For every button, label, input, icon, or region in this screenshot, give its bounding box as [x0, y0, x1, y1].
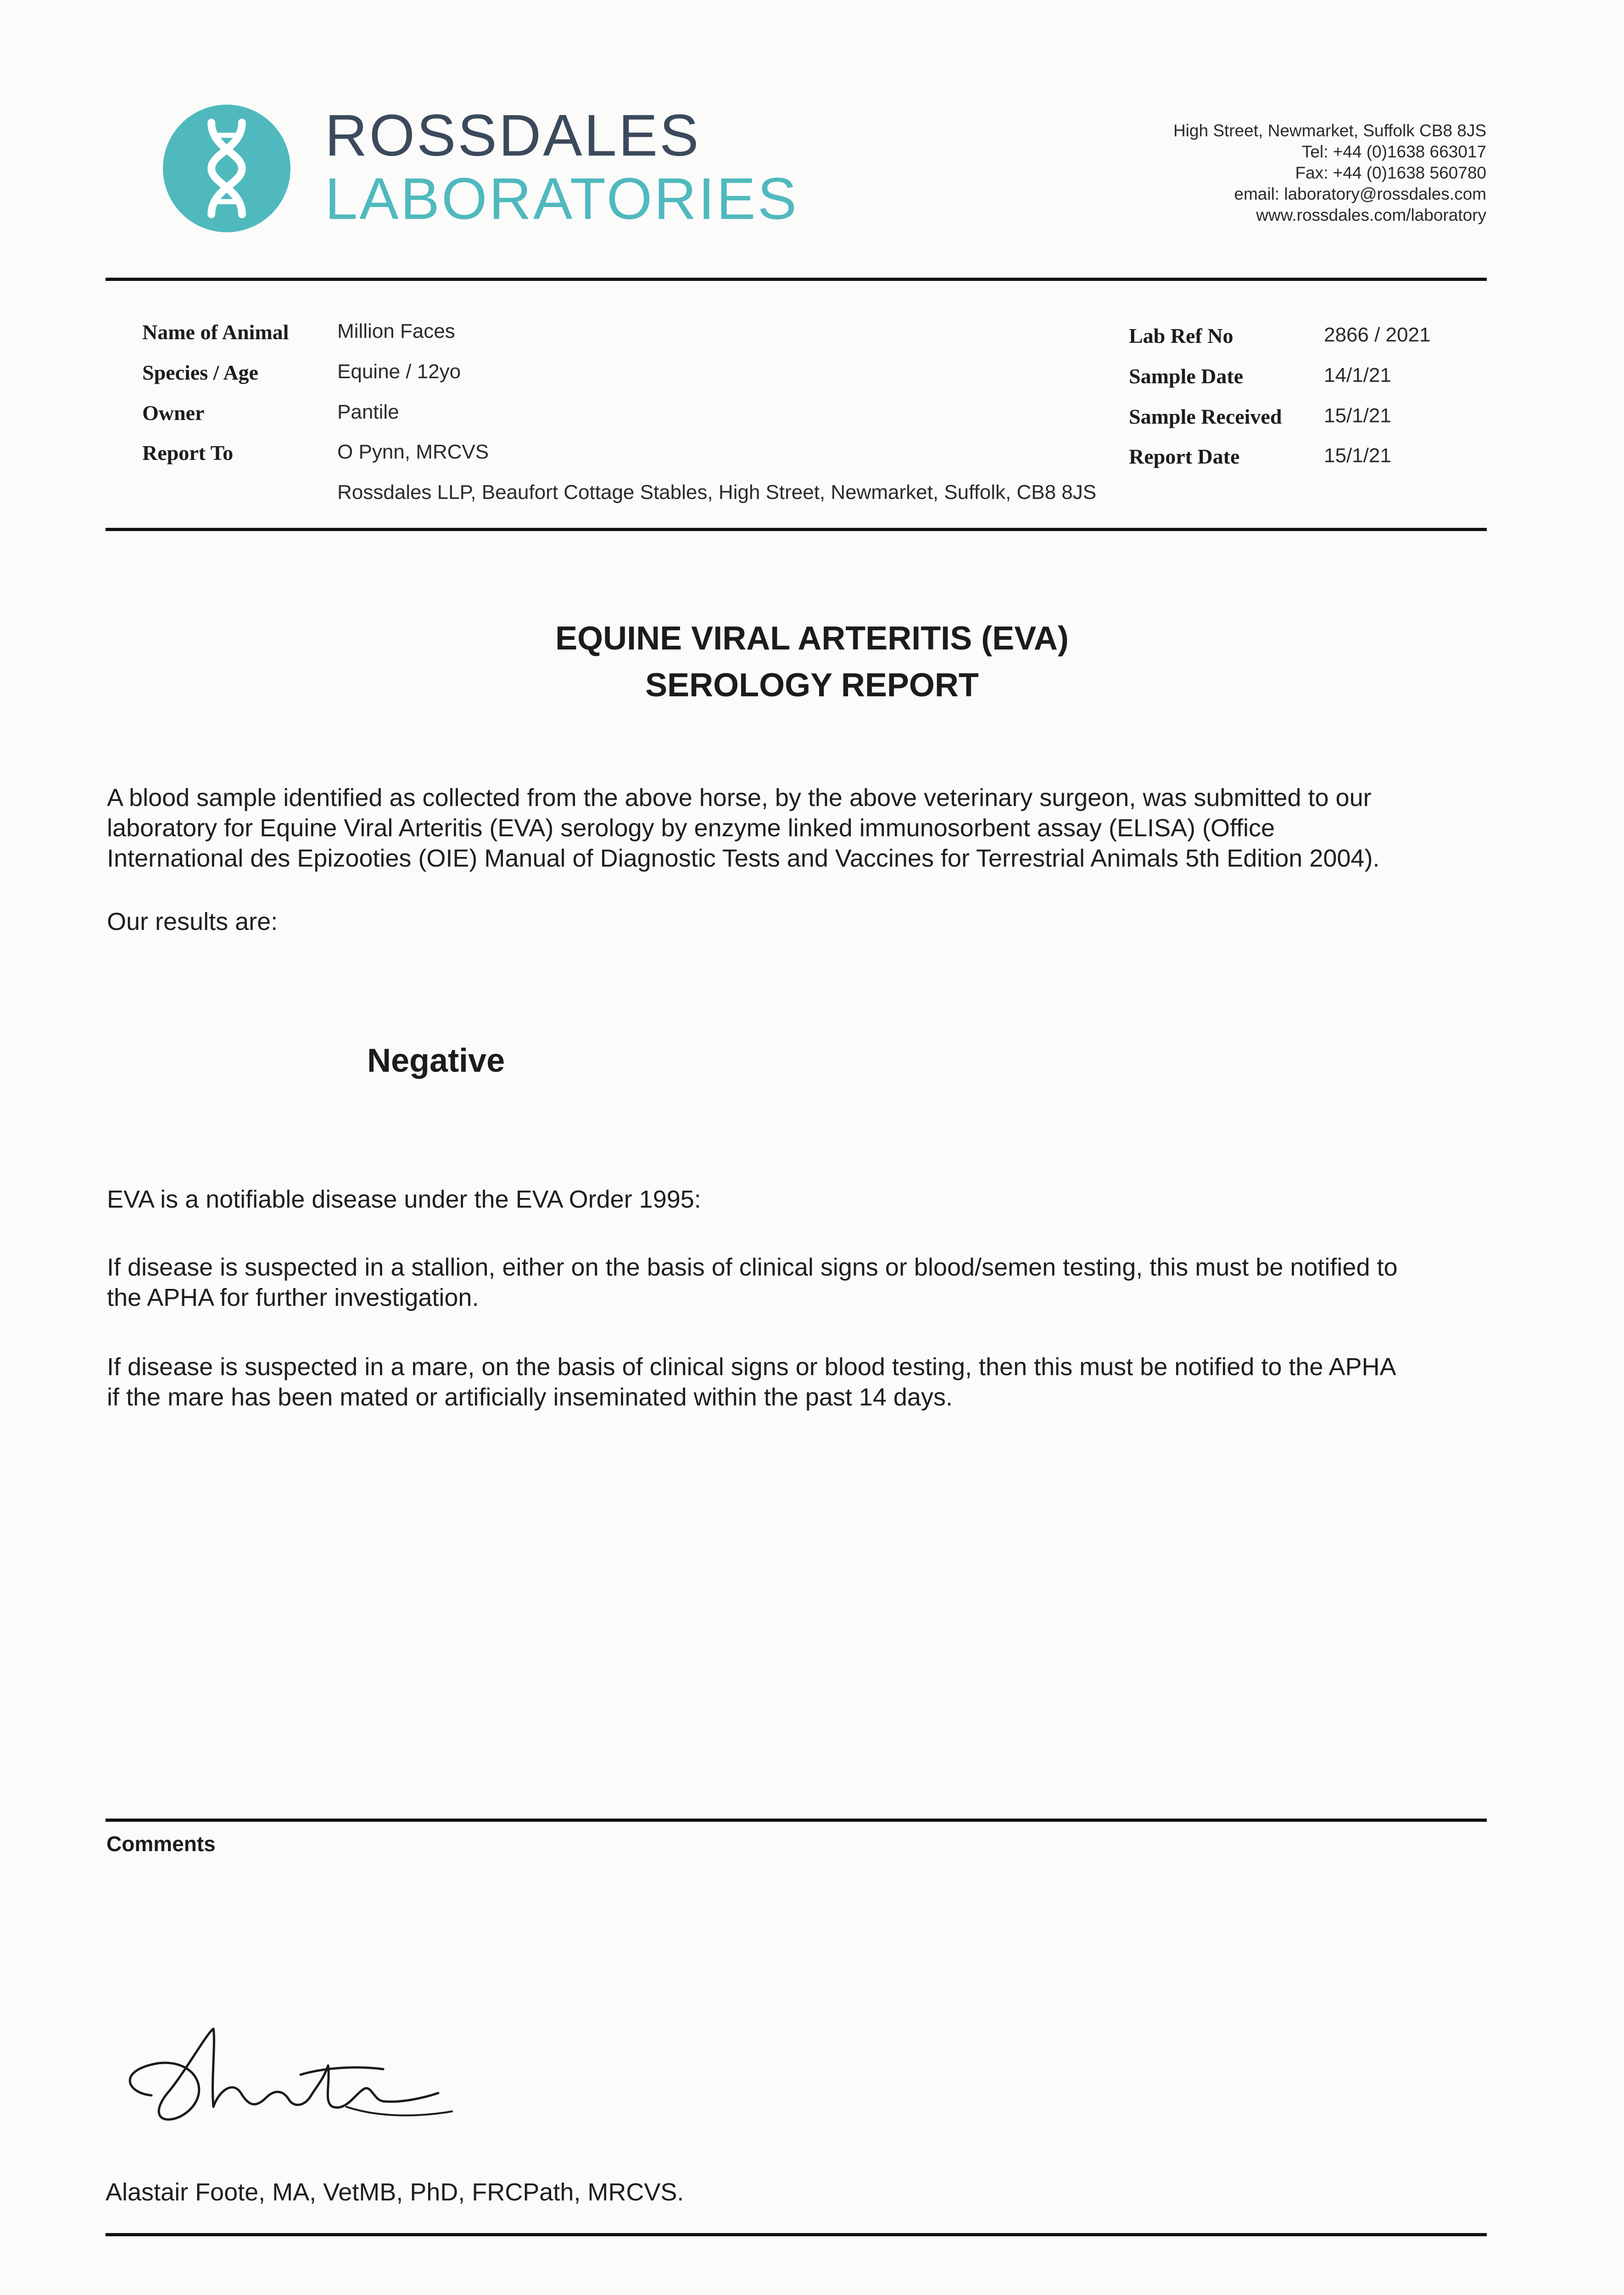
mare-line: If disease is suspected in a mare, on the basis of clinical signs or blood testing, then this must be notified to the APHA — [107, 1353, 1396, 1381]
sample-received-value: 15/1/21 — [1324, 404, 1391, 427]
species-age-label: Species / Age — [142, 361, 258, 384]
intro-line: International des Epizooties (OIE) Manual of Diagnostic Tests and Vaccines for Terrestrial Animals 5th Edition 2004). — [107, 845, 1380, 872]
header-divider — [106, 278, 1487, 281]
lab-email: email: laboratory@rossdales.com — [1234, 185, 1486, 203]
lab-website: www.rossdales.com/laboratory — [1256, 206, 1486, 224]
intro-line: laboratory for Equine Viral Arteritis (EVA) serology by enzyme linked immunosorbent assay (ELISA) (Office — [107, 814, 1275, 842]
mare-paragraph — [107, 1352, 1488, 1412]
results-intro: Our results are: — [107, 908, 278, 935]
report-to-address: Rossdales LLP, Beaufort Cottage Stables, High Street, Newmarket, Suffolk, CB8 8JS — [337, 481, 1097, 504]
sample-received-label: Sample Received — [1129, 405, 1282, 428]
report-title-line2: SEROLOGY REPORT — [645, 667, 979, 704]
owner-label: Owner — [142, 401, 205, 425]
dna-logo-icon — [163, 105, 290, 232]
signer-name: Alastair Foote, MA, VetMB, PhD, FRCPath, MRCVS. — [106, 2178, 684, 2206]
lab-ref-label: Lab Ref No — [1129, 324, 1233, 347]
signature-image — [108, 2024, 466, 2139]
report-date-value: 15/1/21 — [1324, 444, 1391, 467]
report-title — [0, 615, 1624, 709]
mare-line: if the mare has been mated or artificially inseminated within the past 14 days. — [107, 1383, 953, 1411]
name-of-animal-label: Name of Animal — [142, 320, 289, 344]
details-divider — [106, 528, 1487, 531]
report-title-line1: EQUINE VIRAL ARTERITIS (EVA) — [555, 620, 1069, 657]
lab-fax: Fax: +44 (0)1638 560780 — [1295, 163, 1486, 182]
comments-label: Comments — [106, 1832, 216, 1856]
comments-divider — [106, 1819, 1487, 1822]
intro-paragraph — [107, 783, 1488, 873]
contact-block — [1173, 120, 1486, 226]
report-to-label: Report To — [142, 441, 234, 465]
sample-date-value: 14/1/21 — [1324, 364, 1391, 386]
stallion-line: If disease is suspected in a stallion, either on the basis of clinical signs or blood/semen testing, this must be notified to — [107, 1254, 1398, 1281]
report-to-value: O Pynn, MRCVS — [337, 441, 489, 463]
result-value: Negative — [367, 1042, 505, 1079]
species-age-value: Equine / 12yo — [337, 360, 461, 383]
owner-value: Pantile — [337, 401, 399, 423]
stallion-line: the APHA for further investigation. — [107, 1284, 479, 1311]
sample-date-label: Sample Date — [1129, 364, 1244, 388]
report-date-label: Report Date — [1129, 445, 1240, 468]
stallion-paragraph — [107, 1252, 1488, 1313]
brand-name-line2: LABORATORIES — [325, 166, 798, 232]
brand-name-line1: ROSSDALES — [325, 103, 701, 168]
footer-divider — [106, 2233, 1487, 2236]
name-of-animal-value: Million Faces — [337, 320, 455, 342]
lab-tel: Tel: +44 (0)1638 663017 — [1301, 142, 1486, 161]
intro-line: A blood sample identified as collected from the above horse, by the above veterinary surgeon, was submitted to our — [107, 784, 1372, 812]
notifiable-statement: EVA is a notifiable disease under the EVA Order 1995: — [107, 1186, 701, 1213]
lab-address: High Street, Newmarket, Suffolk CB8 8JS — [1173, 121, 1486, 140]
lab-ref-value: 2866 / 2021 — [1324, 324, 1431, 346]
